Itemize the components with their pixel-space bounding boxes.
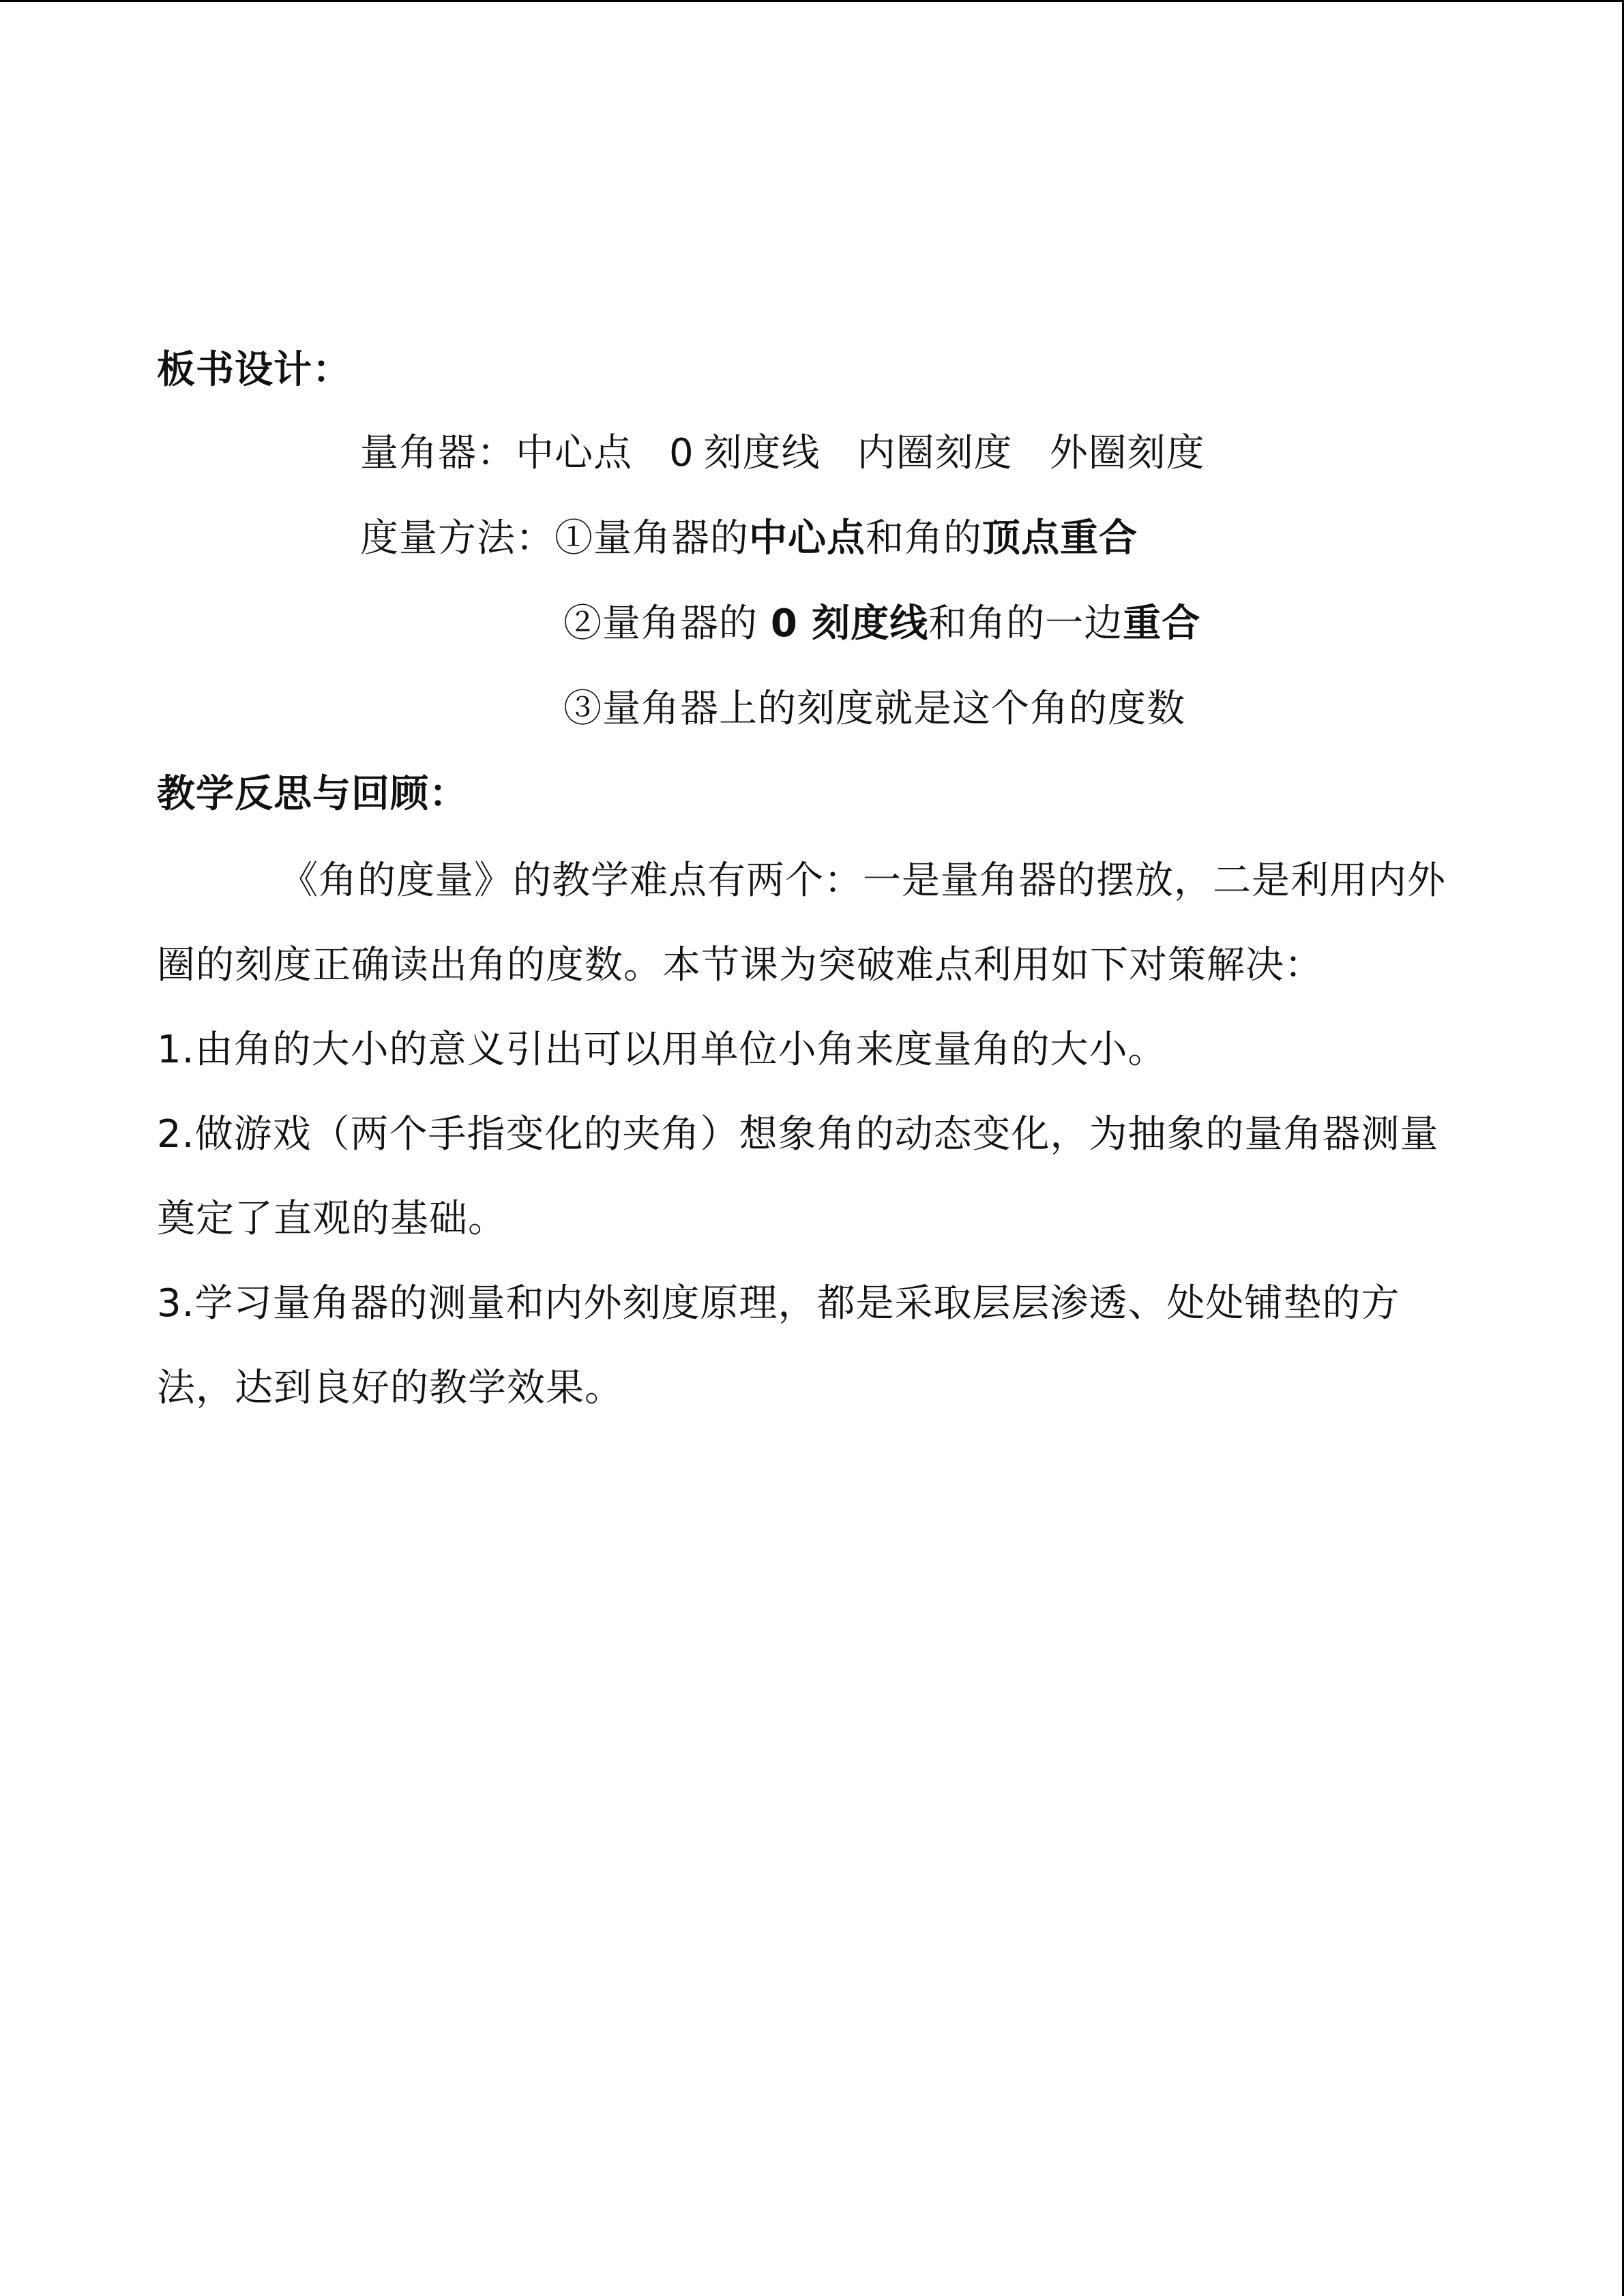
board-design-heading: 板书设计： <box>157 348 351 392</box>
item-text: 由角的大小的意义引出可以用单位小角来度量角的大小。 <box>194 1028 1167 1072</box>
protractor-part-zero: 0 <box>669 431 694 475</box>
step2-bold-zero-line: 0 刻度线 <box>770 601 929 646</box>
protractor-part-center: 中心点 <box>516 431 632 475</box>
item-text: 做游戏（两个手指变化的夹角）想象角的动态变化，为抽象的量角器测量奠定了直观的基础。 <box>157 1112 1439 1241</box>
method-label: 度量方法： <box>360 516 555 561</box>
protractor-part-outer-scale: 外圈刻度 <box>1049 431 1205 475</box>
step2-bold-coincide: 重合 <box>1123 601 1201 646</box>
step2-text-c: 和角的一边 <box>928 601 1123 646</box>
step1-bold-vertex: 顶点重合 <box>982 516 1138 561</box>
method-step-1 <box>360 515 1138 563</box>
protractor-parts-line <box>360 430 1205 477</box>
step1-bold-center: 中心点 <box>749 516 866 561</box>
reflection-intro: 《角的度量》的教学难点有两个：一是量角器的摆放，二是利用内外圈的刻度正确读出角的度数。本节课为突破难点利用如下对策解决： <box>157 859 1446 987</box>
item-text: 学习量角器的测量和内外刻度原理，都是采取层层渗透、处处铺垫的方法，达到良好的教学效果。 <box>157 1281 1400 1410</box>
reflection-item-1 <box>157 1008 1453 1092</box>
protractor-label: 量角器： <box>360 431 516 475</box>
reflection-item-3 <box>157 1262 1453 1431</box>
step1-text-a: ①量角器的 <box>555 516 749 561</box>
method-step-3: ③量角器上的刻度就是这个角的度数 <box>563 687 1185 731</box>
step2-text-a: ②量角器的 <box>563 601 771 646</box>
item-number: 3. <box>157 1281 195 1326</box>
method-step-2 <box>563 600 1200 648</box>
page-border-top <box>0 0 1624 2</box>
step1-text-c: 和角的 <box>866 516 982 561</box>
protractor-part-scale-line: 刻度线 <box>703 431 821 475</box>
reflection-item-2 <box>157 1092 1453 1262</box>
reflection-heading: 教学反思与回顾： <box>157 772 468 816</box>
protractor-part-inner-scale: 内圈刻度 <box>857 431 1013 475</box>
item-number: 1. <box>157 1028 195 1072</box>
item-number: 2. <box>157 1112 195 1157</box>
